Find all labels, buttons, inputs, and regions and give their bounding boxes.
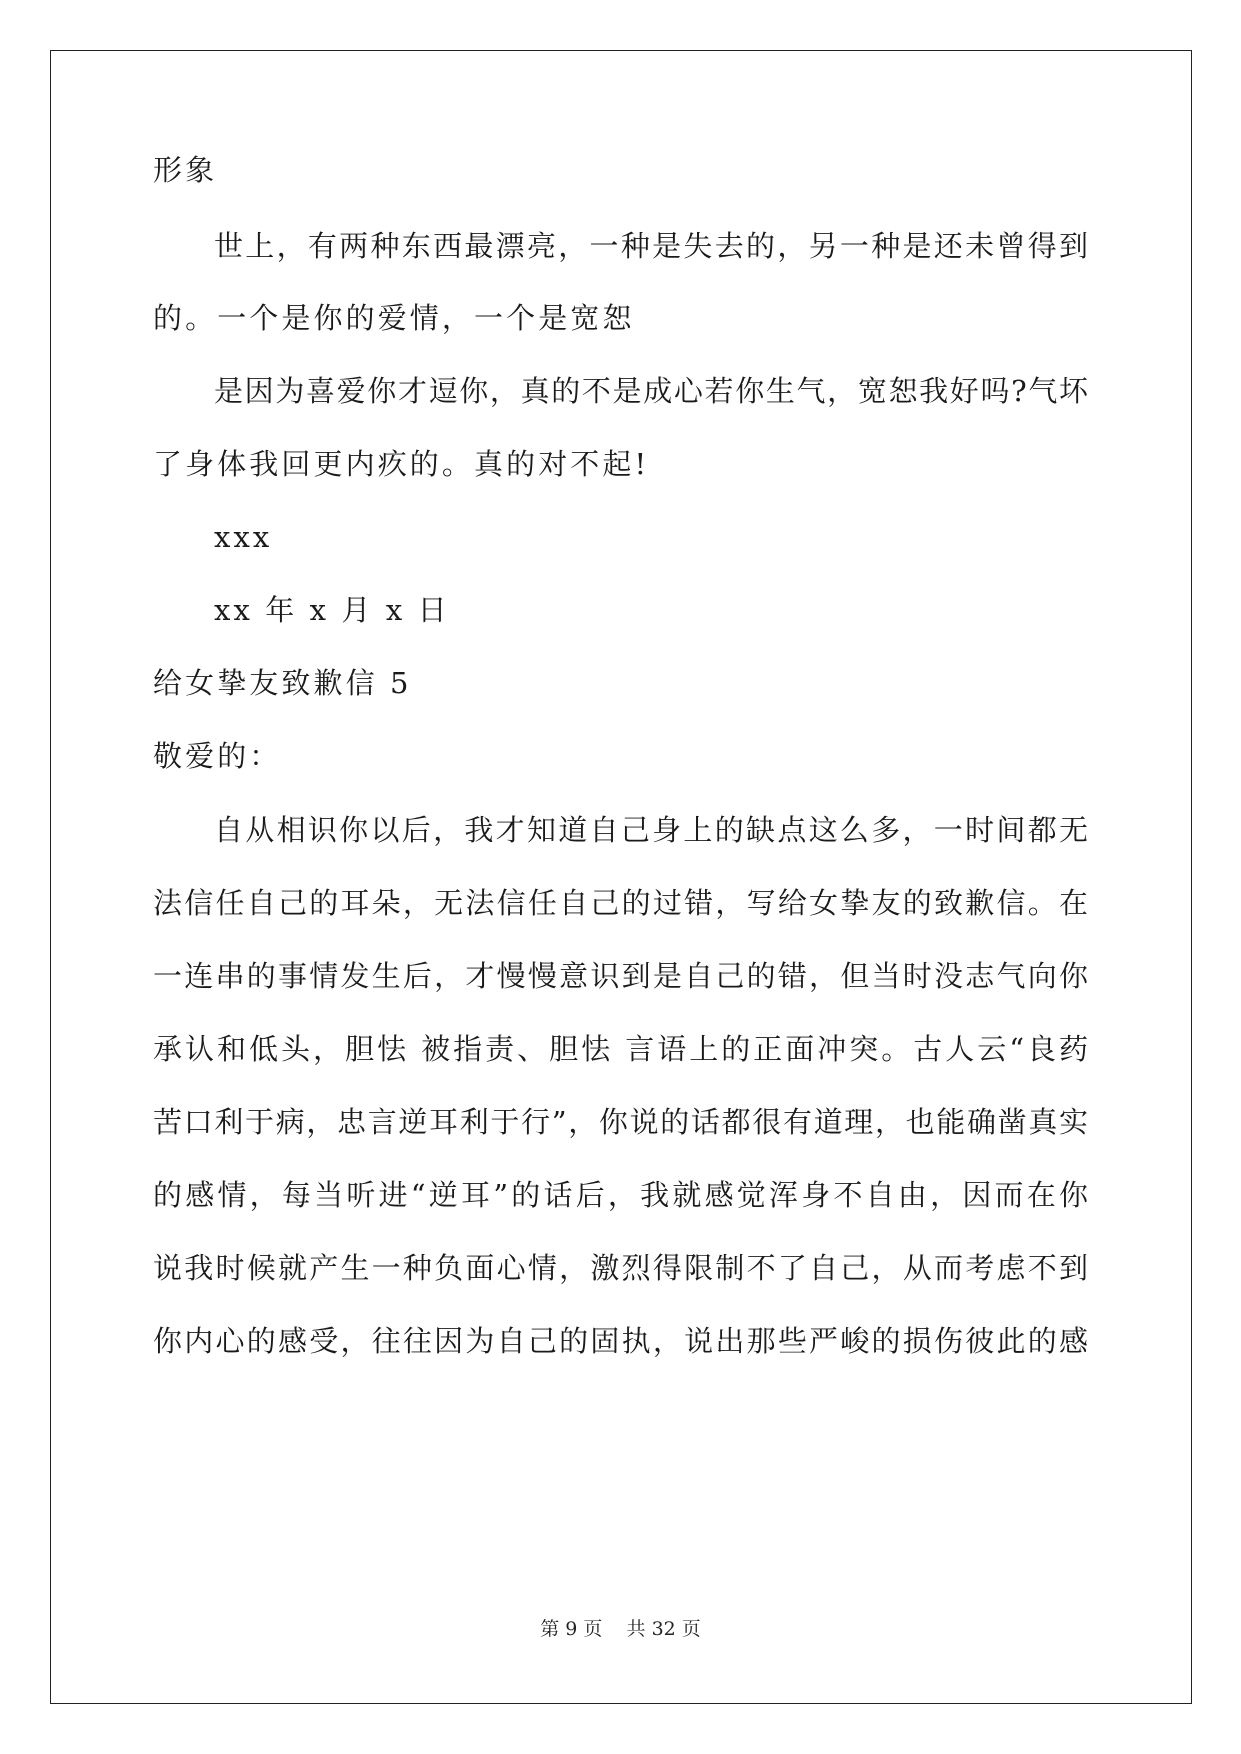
text-line: 承认和低头，胆怯 被指责、胆怯 言语上的正面冲突。古人云“良药: [153, 1032, 1088, 1066]
date-line: xx 年 x 月 x 日: [214, 593, 450, 627]
text-line: 一连串的事情发生后，才慢慢意识到是自己的错，但当时没志气向你: [153, 959, 1088, 993]
page-number: 第 9 页 共 32 页: [540, 1618, 701, 1640]
text-line: 自从相识你以后，我才知道自己身上的缺点这么多，一时间都无: [214, 813, 1088, 847]
text-line: 的。一个是你的爱情，一个是宽恕: [153, 301, 635, 335]
salutation: 敬爱的：: [153, 739, 282, 773]
section-title: 给女挚友致歉信 5: [153, 666, 412, 700]
text-line: 法信任自己的耳朵，无法信任自己的过错，写给女挚友的致歉信。在: [153, 886, 1088, 920]
text-line: 的感情，每当听进“逆耳”的话后，我就感觉浑身不自由，因而在你: [153, 1178, 1088, 1212]
signature: xxx: [214, 520, 273, 554]
text-line: 说我时候就产生一种负面心情，激烈得限制不了自己，从而考虑不到: [153, 1251, 1088, 1285]
text-line: 苦口利于病，忠言逆耳利于行”，你说的话都很有道理，也能确凿真实: [153, 1105, 1088, 1139]
text-line: 世上，有两种东西最漂亮，一种是失去的，另一种是还未曾得到: [214, 229, 1088, 263]
text-line: 了身体我回更内疚的。真的对不起!: [153, 447, 650, 481]
text-line: 形象: [153, 153, 218, 187]
text-line: 是因为喜爱你才逗你，真的不是成心若你生气，宽恕我好吗?气坏: [214, 374, 1088, 408]
text-line: 你内心的感受，往往因为自己的固执，说出那些严峻的损伤彼此的感: [153, 1324, 1088, 1358]
